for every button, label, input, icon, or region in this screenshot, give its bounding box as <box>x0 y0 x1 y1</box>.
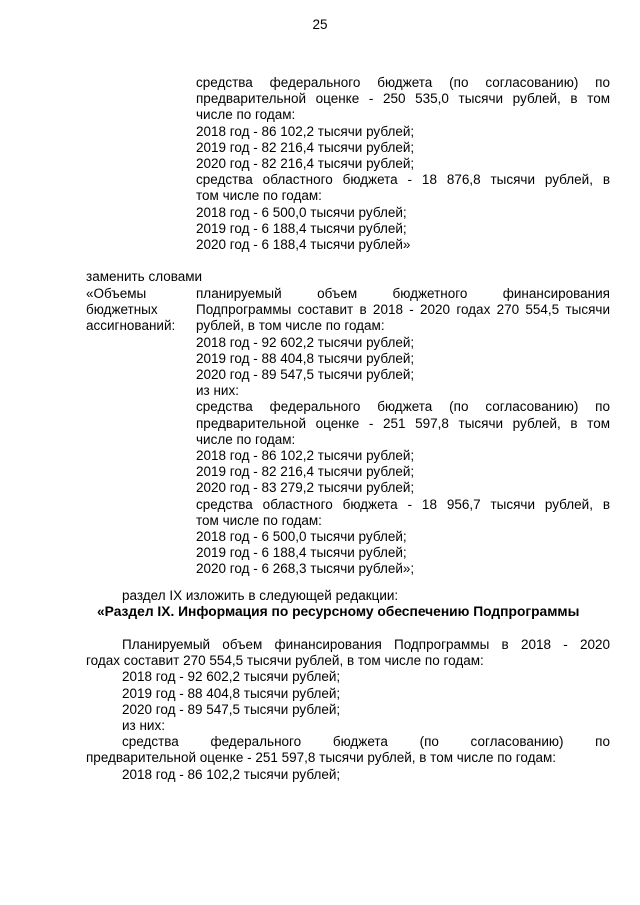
text-line: 2020 год - 83 279,2 тысячи рублей; <box>196 480 415 496</box>
text-line: предварительной оценке - 251 597,8 тысячи рублей, в том <box>196 415 610 431</box>
text-line: 2019 год - 88 404,8 тысячи рублей; <box>122 685 341 701</box>
text-line: средства федерального бюджета (по согласованию) по <box>122 734 610 750</box>
text-line: 2020 год - 6 188,4 тысячи рублей» <box>196 237 411 253</box>
text-line: Планируемый объем финансирования Подпрограммы в 2018 - 2020 <box>122 637 610 652</box>
text-line: 2018 год - 86 102,2 тысячи рублей; <box>122 766 341 782</box>
text-line: 2019 год - 6 188,4 тысячи рублей; <box>196 220 407 236</box>
text-line: Подпрограммы составит в 2018 - 2020 годах 270 554,5 тысячи <box>196 302 610 318</box>
text-line: 2020 год - 6 268,3 тысячи рублей»; <box>196 561 415 577</box>
text-line: рублей, в том числе по годам: <box>196 318 385 334</box>
text-line: 2018 год - 86 102,2 тысячи рублей; <box>196 123 415 139</box>
replace-instruction: заменить словами <box>86 269 203 284</box>
text-line: предварительной оценке - 250 535,0 тысячи рублей, в том <box>196 91 610 107</box>
new-budget-text <box>196 286 610 578</box>
text-line: из них: <box>196 383 239 399</box>
text-line: 2018 год - 6 500,0 тысячи рублей; <box>196 529 407 545</box>
text-line: планируемый объем бюджетного финансирования <box>196 286 610 301</box>
text-line: 2018 год - 86 102,2 тысячи рублей; <box>196 448 415 464</box>
text-line: 2018 год - 92 602,2 тысячи рублей; <box>196 334 415 350</box>
old-budget-text <box>196 75 610 253</box>
section-instruction: раздел IX изложить в следующей редакции: <box>122 588 399 603</box>
text-line: 2020 год - 82 216,4 тысячи рублей; <box>196 156 415 172</box>
text-line: средства федерального бюджета (по согласованию) по <box>196 399 610 415</box>
text-line: 2018 год - 6 500,0 тысячи рублей; <box>196 204 407 220</box>
table-label <box>86 286 196 335</box>
text-line: 2018 год - 92 602,2 тысячи рублей; <box>122 669 341 685</box>
text-line: 2020 год - 89 547,5 тысячи рублей; <box>122 701 341 717</box>
page-number: 25 <box>312 17 328 32</box>
text-line: 2019 год - 88 404,8 тысячи рублей; <box>196 350 415 366</box>
label-line: «Объемы <box>86 286 147 301</box>
text-line: числе по годам: <box>196 431 296 447</box>
text-line: предварительной оценке - 251 597,8 тысячи рублей, в том числе по годам: <box>86 750 557 766</box>
text-line: 2019 год - 82 216,4 тысячи рублей; <box>196 139 415 155</box>
text-line: 2020 год - 89 547,5 тысячи рублей; <box>196 367 415 383</box>
text-line: средства федерального бюджета (по согласованию) по <box>196 75 610 90</box>
label-line: ассигнований: <box>86 318 176 334</box>
text-line: том числе по годам: <box>196 188 322 204</box>
text-line: годах составит 270 554,5 тысячи рублей, в том числе по годам: <box>86 653 484 669</box>
section-heading: «Раздел IX. Информация по ресурсному обеспечению Подпрограммы <box>97 604 580 619</box>
label-line: бюджетных <box>86 302 158 318</box>
text-line: средства областного бюджета - 18 876,8 тысячи рублей, в <box>196 172 610 188</box>
text-line: средства областного бюджета - 18 956,7 тысячи рублей, в <box>196 496 610 512</box>
text-line: 2019 год - 6 188,4 тысячи рублей; <box>196 545 407 561</box>
text-line: из них: <box>122 718 165 734</box>
text-line: том числе по годам: <box>196 512 322 528</box>
text-line: 2019 год - 82 216,4 тысячи рублей; <box>196 464 415 480</box>
text-line: числе по годам: <box>196 107 296 123</box>
section-body <box>86 637 610 783</box>
